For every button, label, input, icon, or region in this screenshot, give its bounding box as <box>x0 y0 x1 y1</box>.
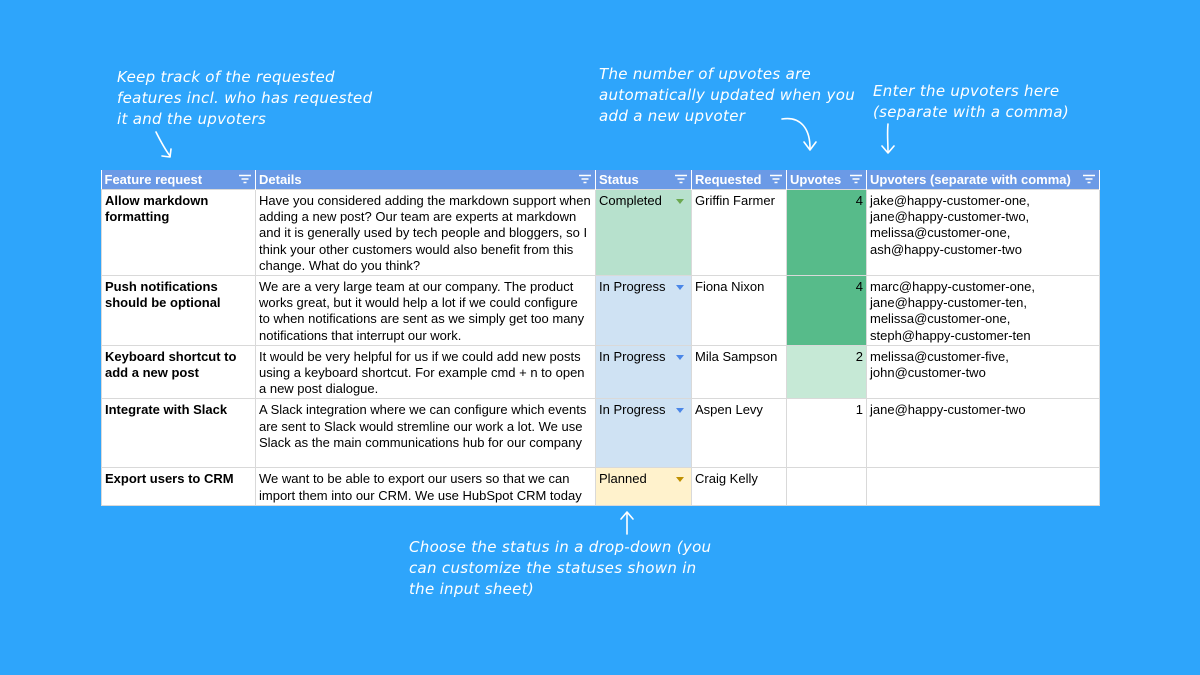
filter-icon[interactable] <box>675 173 687 185</box>
dropdown-arrow-icon[interactable] <box>676 355 684 360</box>
dropdown-arrow-icon[interactable] <box>676 408 684 413</box>
status-dropdown[interactable] <box>596 399 692 468</box>
requested-cell[interactable]: Griffin Farmer <box>692 190 787 276</box>
requested-cell[interactable]: Craig Kelly <box>692 468 787 505</box>
header-upvoters[interactable] <box>867 170 1100 190</box>
dropdown-arrow-icon[interactable] <box>676 199 684 204</box>
upvotes-cell[interactable]: 4 <box>787 276 867 346</box>
header-upvotes[interactable] <box>787 170 867 190</box>
dropdown-arrow-icon[interactable] <box>676 285 684 290</box>
header-feature-request[interactable] <box>102 170 256 190</box>
upvotes-cell[interactable]: 2 <box>787 345 867 399</box>
dropdown-arrow-icon[interactable] <box>676 477 684 482</box>
header-status[interactable] <box>596 170 692 190</box>
filter-icon[interactable] <box>850 173 862 185</box>
status-dropdown[interactable] <box>596 468 692 505</box>
arrow-down-icon <box>877 122 899 156</box>
feature-cell[interactable]: Export users to CRM <box>102 468 256 505</box>
feature-requests-table <box>101 170 1100 506</box>
status-value: Planned <box>599 471 647 487</box>
status-value: Completed <box>599 193 662 208</box>
annotation-upvoters-entry: Enter the upvoters here (separate with a comma) <box>873 82 1069 121</box>
feature-cell[interactable]: Integrate with Slack <box>102 399 256 468</box>
feature-cell[interactable]: Push notifications should be optional <box>102 276 256 346</box>
status-dropdown[interactable] <box>596 345 692 399</box>
upvotes-cell[interactable]: 4 <box>787 190 867 276</box>
arrow-down-icon <box>150 130 180 162</box>
details-cell[interactable]: A Slack integration where we can configure which events are sent to Slack would stremline our work a lot. We use Slack as the main communications hub for our company <box>256 399 596 468</box>
annotation-track-features: Keep track of the requested features incl. who has requested it and the upvoters <box>117 68 373 128</box>
header-label: Details <box>259 172 302 187</box>
details-cell[interactable]: It would be very helpful for us if we could add new posts using a keyboard shortcut. For example cmd + n to open a new post dialogue. <box>256 345 596 399</box>
upvoters-cell[interactable]: jake@happy-customer-one, jane@happy-customer-two, melissa@customer-one, ash@happy-customer-two <box>867 190 1100 276</box>
filter-icon[interactable] <box>1083 173 1095 185</box>
upvoters-cell[interactable]: melissa@customer-five, john@customer-two <box>867 345 1100 399</box>
status-dropdown[interactable] <box>596 276 692 346</box>
details-cell[interactable]: We are a very large team at our company. The product works great, but it would help a lot if we could configure to when notifications are sent as we simply get too many notifications that interrupt our work. <box>256 276 596 346</box>
details-cell[interactable]: We want to be able to export our users so that we can import them into our CRM. We use HubSpot CRM today <box>256 468 596 505</box>
requested-cell[interactable]: Aspen Levy <box>692 399 787 468</box>
header-row <box>102 170 1100 190</box>
requested-cell[interactable]: Fiona Nixon <box>692 276 787 346</box>
header-label: Requested <box>695 172 762 187</box>
filter-icon[interactable] <box>579 173 591 185</box>
details-cell[interactable]: Have you considered adding the markdown support when adding a new post? Our team are experts at markdown and it is generally used by tech people and bloggers, so I think your other customers would also benefit from this change. What do you think? <box>256 190 596 276</box>
table-row <box>102 399 1100 468</box>
table-row <box>102 468 1100 505</box>
status-value: In Progress <box>599 402 666 418</box>
status-value: In Progress <box>599 279 666 295</box>
table-row <box>102 345 1100 399</box>
table-row <box>102 276 1100 346</box>
annotation-upvotes-auto: The number of upvotes are automatically updated when you add a new upvoter <box>599 65 856 125</box>
requested-cell[interactable]: Mila Sampson <box>692 345 787 399</box>
upvoters-cell[interactable]: jane@happy-customer-two <box>867 399 1100 468</box>
header-details[interactable] <box>256 170 596 190</box>
header-label: Upvotes <box>790 172 842 187</box>
status-dropdown[interactable] <box>596 190 692 276</box>
upvotes-cell[interactable]: 1 <box>787 399 867 468</box>
filter-icon[interactable] <box>239 173 251 185</box>
header-requested[interactable] <box>692 170 787 190</box>
header-label: Feature request <box>104 172 203 187</box>
upvoters-cell[interactable] <box>867 468 1100 505</box>
header-label: Upvoters (separate with comma) <box>870 172 1071 187</box>
upvotes-cell[interactable] <box>787 468 867 505</box>
arrow-down-icon <box>778 114 820 156</box>
filter-icon[interactable] <box>770 173 782 185</box>
table-row <box>102 190 1100 276</box>
feature-cell[interactable]: Allow markdown formatting <box>102 190 256 276</box>
header-label: Status <box>599 172 639 187</box>
feature-cell[interactable]: Keyboard shortcut to add a new post <box>102 345 256 399</box>
upvoters-cell[interactable]: marc@happy-customer-one, jane@happy-customer-ten, melissa@customer-one, steph@happy-customer-ten <box>867 276 1100 346</box>
annotation-status-dropdown: Choose the status in a drop-down (you can customize the statuses shown in the input sheet) <box>409 538 712 598</box>
arrow-up-icon <box>617 510 637 536</box>
status-value: In Progress <box>599 348 666 364</box>
